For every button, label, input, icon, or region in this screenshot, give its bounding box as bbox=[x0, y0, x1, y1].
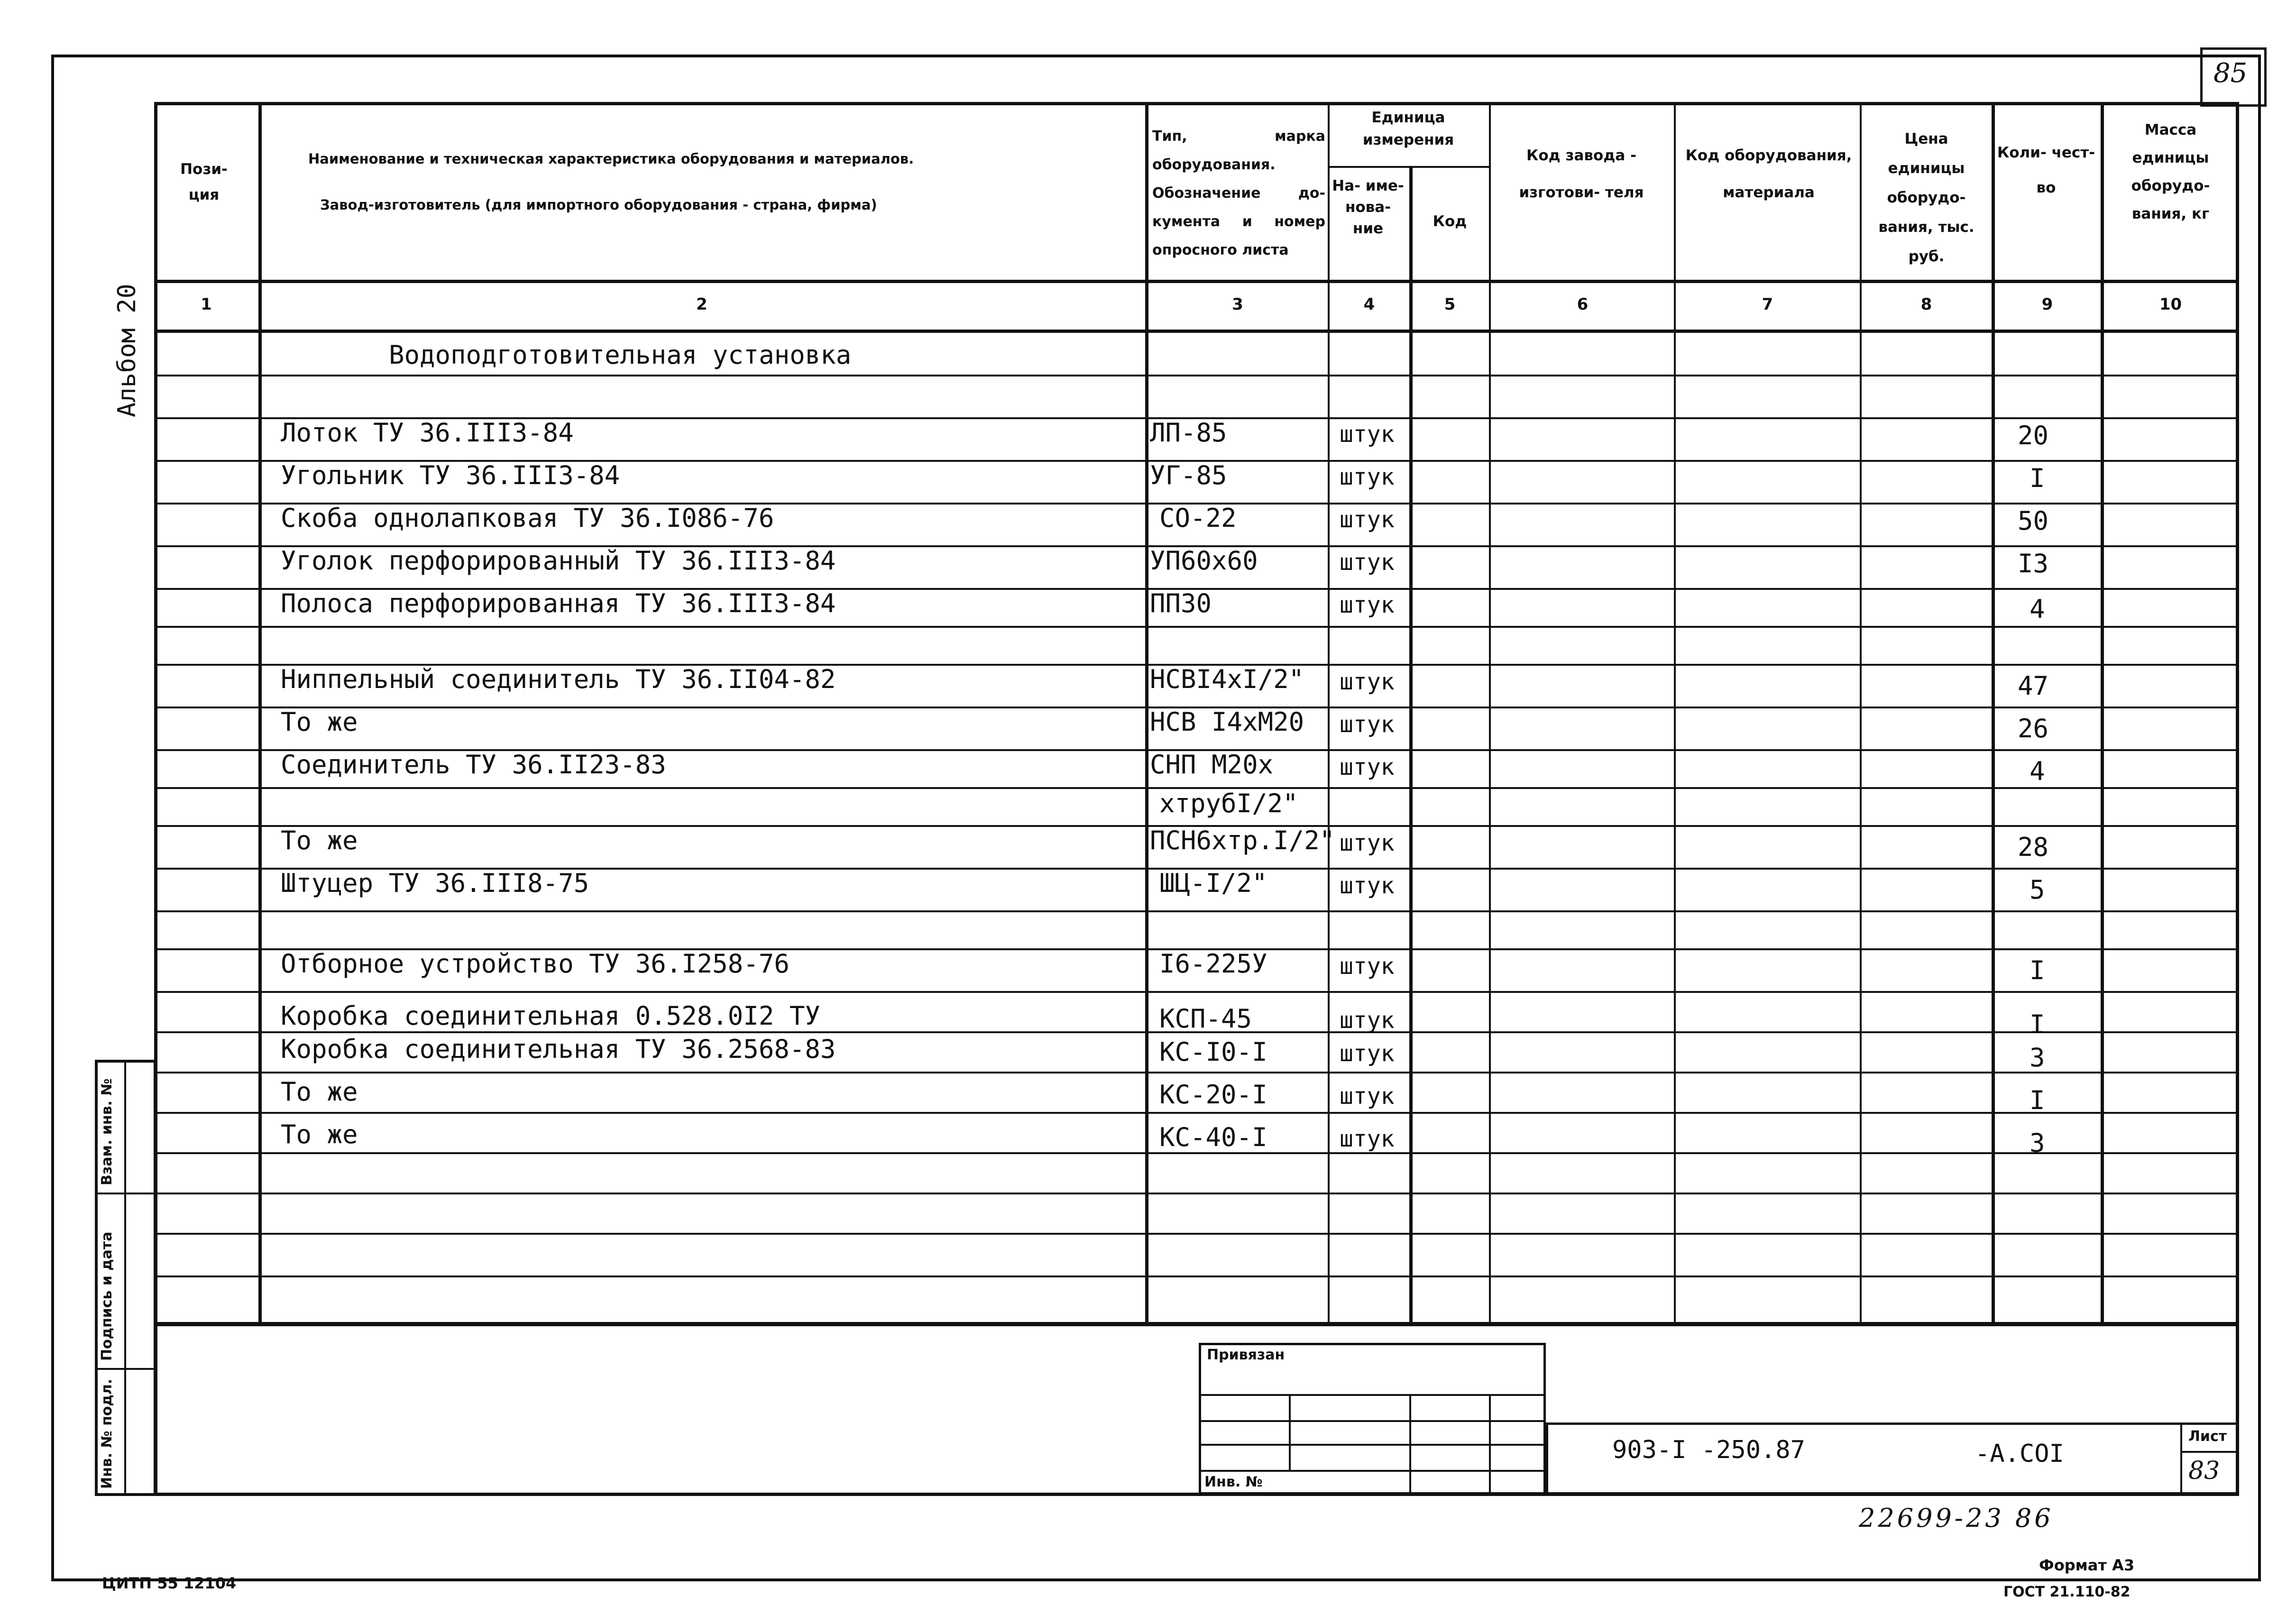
page-number-top: 85 bbox=[2213, 58, 2248, 89]
row-line bbox=[154, 375, 2239, 376]
format-label: Формат А3 bbox=[2039, 1556, 2135, 1574]
col-line-9 bbox=[2101, 102, 2104, 1325]
row-2-unit: штук bbox=[1340, 464, 1395, 490]
header-bottom-line bbox=[154, 280, 2239, 283]
row-10-name: Штуцер ТУ 36.III8-75 bbox=[281, 868, 589, 898]
row-line bbox=[154, 991, 2239, 993]
row-13-unit: штук bbox=[1340, 1040, 1395, 1067]
row-15-qty: 3 bbox=[2030, 1128, 2045, 1158]
row-line bbox=[154, 1152, 2239, 1154]
row-13-qty: 3 bbox=[2030, 1043, 2045, 1073]
privyazan-label: Привязан bbox=[1207, 1347, 1285, 1363]
publisher-label: ЦИТП 55 12104 bbox=[102, 1574, 237, 1592]
row-9-unit: штук bbox=[1340, 830, 1395, 856]
row-line bbox=[154, 1275, 2239, 1277]
row-1-name: Лоток ТУ 36.III3-84 bbox=[281, 418, 574, 448]
row-6-qty: 47 bbox=[2018, 671, 2049, 701]
row-line bbox=[154, 626, 2239, 628]
row-13-name: Коробка соединительная ТУ 36.2568-83 bbox=[281, 1034, 836, 1064]
side-stamp-line bbox=[95, 1368, 156, 1370]
sheet-label: Лист bbox=[2188, 1428, 2227, 1445]
header-name-line2: Завод-изготовитель (для импортного оборудования - страна, фирма) bbox=[320, 197, 877, 213]
row-10-mark: ШЦ-I/2" bbox=[1159, 868, 1267, 898]
header-unit-code: Код bbox=[1433, 213, 1467, 230]
row-12-unit: штук bbox=[1340, 1007, 1395, 1034]
side-inv-podl: Инв. № подл. bbox=[99, 1378, 115, 1489]
header-name-line1: Наименование и техническая характеристика оборудования и материалов. bbox=[308, 151, 914, 167]
sheet-divider bbox=[2180, 1422, 2182, 1495]
row-1-mark: ЛП-85 bbox=[1150, 418, 1227, 448]
header-price: Цена единицы оборудо- вания, тыс. руб. bbox=[1878, 130, 1975, 265]
colnum-3: 3 bbox=[1232, 295, 1243, 314]
row-5-name: Полоса перфорированная ТУ 36.III3-84 bbox=[281, 588, 836, 618]
privyazan-vline bbox=[1289, 1394, 1291, 1470]
row-6-unit: штук bbox=[1340, 669, 1395, 695]
row-15-mark: КС-40-I bbox=[1159, 1122, 1267, 1152]
col-line-8 bbox=[1992, 102, 1995, 1325]
row-line bbox=[154, 1072, 2239, 1073]
row-9-mark: ПСН6хтр.I/2" bbox=[1150, 826, 1335, 855]
row-7-mark: НСВ I4хМ20 bbox=[1150, 707, 1304, 737]
row-line bbox=[154, 1193, 2239, 1194]
row-8-qty: 4 bbox=[2030, 756, 2045, 786]
row-7-name: То же bbox=[281, 707, 358, 737]
row-11-qty: I bbox=[2030, 955, 2045, 985]
colnum-4: 4 bbox=[1363, 295, 1375, 314]
row-14-name: То же bbox=[281, 1077, 358, 1107]
row-14-mark: КС-20-I bbox=[1159, 1080, 1267, 1110]
col-line-4 bbox=[1409, 166, 1413, 1325]
header-maker-code: Код завода - изготови- теля bbox=[1519, 147, 1644, 201]
privyazan-vline bbox=[1489, 1394, 1491, 1495]
header-quantity: Коли- чест- во bbox=[1997, 144, 2095, 197]
row-12-name: Коробка соединительная 0.528.0I2 ТУ bbox=[281, 1001, 820, 1031]
inv-no-label: Инв. № bbox=[1204, 1474, 1263, 1490]
colnum-2: 2 bbox=[696, 295, 707, 314]
section-title: Водоподготовительная установка bbox=[389, 340, 852, 370]
row-14-qty: I bbox=[2030, 1085, 2045, 1115]
row-14-unit: штук bbox=[1340, 1083, 1395, 1110]
archive-number: 22699-23 86 bbox=[1859, 1503, 2054, 1533]
unit-group-line bbox=[1328, 166, 1489, 168]
row-3-unit: штук bbox=[1340, 506, 1395, 533]
header-type-mark: Тип, марка оборудования. Обозначение до- кумента и номер опросного листа bbox=[1152, 128, 1325, 258]
row-3-name: Скоба однолапковая ТУ 36.I086-76 bbox=[281, 503, 774, 533]
privyazan-line bbox=[1199, 1444, 1546, 1446]
row-8-mark-cont: хтрубI/2" bbox=[1159, 789, 1298, 818]
col-line-7 bbox=[1860, 102, 1862, 1325]
row-8-unit: штук bbox=[1340, 754, 1395, 780]
header-mass: Масса единицы оборудо- вания, кг bbox=[2131, 121, 2210, 222]
side-vzam-inv: Взам. инв. № bbox=[99, 1078, 115, 1185]
side-stamp-line bbox=[95, 1193, 156, 1194]
row-line bbox=[154, 910, 2239, 912]
colnum-8: 8 bbox=[1920, 295, 1932, 314]
row-4-name: Уголок перфорированный ТУ 36.III3-84 bbox=[281, 546, 836, 576]
row-15-unit: штук bbox=[1340, 1126, 1395, 1152]
row-12-qty: I bbox=[2030, 1009, 2045, 1039]
row-2-mark: УГ-85 bbox=[1150, 460, 1227, 490]
row-6-mark: НСВI4хI/2" bbox=[1150, 664, 1304, 694]
doc-suffix: -А.СОI bbox=[1975, 1440, 2064, 1468]
col-line-1 bbox=[258, 102, 262, 1325]
row-2-name: Угольник ТУ 36.III3-84 bbox=[281, 460, 620, 490]
row-8-name: Соединитель ТУ 36.II23-83 bbox=[281, 750, 666, 780]
row-line bbox=[154, 1233, 2239, 1235]
colnum-5: 5 bbox=[1444, 295, 1456, 314]
row-11-name: Отборное устройство ТУ 36.I258-76 bbox=[281, 949, 790, 979]
col-line-5 bbox=[1489, 102, 1491, 1325]
row-2-qty: I bbox=[2030, 463, 2045, 493]
album-label: Альбом 20 bbox=[113, 284, 141, 417]
row-1-unit: штук bbox=[1340, 421, 1395, 448]
row-7-qty: 26 bbox=[2018, 714, 2049, 743]
row-5-qty: 4 bbox=[2030, 594, 2045, 624]
row-1-qty: 20 bbox=[2018, 421, 2049, 450]
row-3-qty: 50 bbox=[2018, 506, 2049, 536]
privyazan-line bbox=[1199, 1394, 1546, 1396]
privyazan-vline bbox=[1409, 1394, 1411, 1495]
row-12-mark: КСП-45 bbox=[1159, 1004, 1252, 1034]
row-10-qty: 5 bbox=[2030, 875, 2045, 905]
row-10-unit: штук bbox=[1340, 872, 1395, 899]
row-4-qty: I3 bbox=[2018, 549, 2049, 578]
col-line-3 bbox=[1328, 102, 1330, 1325]
privyazan-line bbox=[1199, 1470, 1546, 1472]
row-9-qty: 28 bbox=[2018, 832, 2049, 862]
row-8-mark: СНП М20х bbox=[1150, 750, 1274, 780]
row-6-name: Ниппельный соединитель ТУ 36.II04-82 bbox=[281, 664, 836, 694]
sheet-number: 83 bbox=[2188, 1457, 2220, 1485]
row-4-unit: штук bbox=[1340, 549, 1395, 576]
footer-top-line bbox=[154, 1323, 2239, 1326]
colnum-1: 1 bbox=[201, 295, 212, 314]
side-stamp-divider bbox=[124, 1060, 126, 1496]
col-line-2 bbox=[1145, 102, 1148, 1325]
row-5-unit: штук bbox=[1340, 592, 1395, 618]
row-11-mark: I6-225У bbox=[1159, 949, 1267, 979]
colnum-6: 6 bbox=[1577, 295, 1589, 314]
row-5-mark: ПП30 bbox=[1150, 588, 1212, 618]
header-unit-group: Единица измерения bbox=[1362, 109, 1454, 148]
header-unit-name: На- име- нова- ние bbox=[1332, 177, 1404, 237]
gost-label: ГОСТ 21.110-82 bbox=[2003, 1584, 2131, 1600]
header-equipment-code: Код оборудования, материала bbox=[1685, 147, 1852, 201]
colnum-bottom-line bbox=[154, 330, 2239, 333]
colnum-9: 9 bbox=[2041, 295, 2053, 314]
doc-code: 903-I -250.87 bbox=[1612, 1436, 1805, 1464]
row-13-mark: КС-I0-I bbox=[1159, 1037, 1267, 1067]
row-15-name: То же bbox=[281, 1119, 358, 1149]
colnum-7: 7 bbox=[1762, 295, 1773, 314]
row-4-mark: УП60х60 bbox=[1150, 546, 1258, 576]
colnum-10: 10 bbox=[2159, 295, 2182, 314]
header-position: Пози- ция bbox=[180, 161, 228, 204]
side-podpis-data: Подпись и дата bbox=[99, 1231, 115, 1361]
sheet-label-line bbox=[2180, 1451, 2238, 1453]
row-11-unit: штук bbox=[1340, 953, 1395, 980]
privyazan-line bbox=[1199, 1420, 1546, 1422]
row-7-unit: штук bbox=[1340, 711, 1395, 738]
row-line bbox=[154, 1112, 2239, 1114]
row-9-name: То же bbox=[281, 826, 358, 855]
privyazan-box bbox=[1199, 1343, 1546, 1495]
col-line-6 bbox=[1674, 102, 1676, 1325]
row-3-mark: СО-22 bbox=[1159, 503, 1237, 533]
